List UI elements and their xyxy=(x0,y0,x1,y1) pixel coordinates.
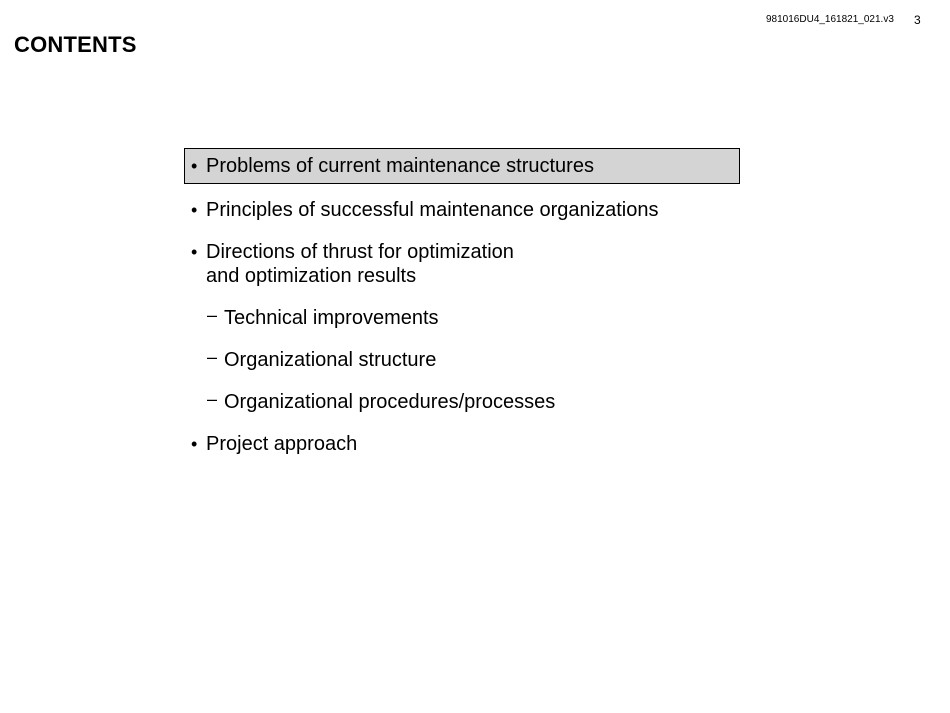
contents-item-label-line-2: and optimization results xyxy=(206,265,417,287)
contents-item-label: Principles of successful maintenance organizations xyxy=(206,199,659,221)
contents-item-principles xyxy=(184,198,740,222)
contents-item-label: Problems of current maintenance structures xyxy=(206,155,594,177)
contents-item-label: Project approach xyxy=(206,433,358,455)
contents-subitem-procedures xyxy=(184,390,740,414)
contents-item-directions xyxy=(184,240,740,288)
contents-subitem-label: Organizational structure xyxy=(224,349,437,371)
contents-item-project-approach xyxy=(184,432,740,456)
dash-icon: – xyxy=(207,347,218,367)
bullet-icon: • xyxy=(191,434,198,454)
page-number: 3 xyxy=(914,13,921,27)
dash-icon: – xyxy=(207,305,218,325)
contents-subitem-structure xyxy=(184,348,740,372)
contents-item-label-line-1: Directions of thrust for optimization xyxy=(206,241,514,263)
page-title: CONTENTS xyxy=(14,32,137,57)
bullet-icon: • xyxy=(191,242,198,262)
bullet-icon: • xyxy=(191,200,198,220)
dash-icon: – xyxy=(207,389,218,409)
bullet-icon: • xyxy=(191,156,198,176)
contents-list xyxy=(184,148,740,474)
document-id: 981016DU4_161821_021.v3 xyxy=(766,14,894,25)
contents-subitem-technical xyxy=(184,306,740,330)
contents-item-problems xyxy=(184,148,740,184)
contents-subitem-label: Technical improvements xyxy=(224,307,439,329)
contents-subitem-label: Organizational procedures/processes xyxy=(224,391,556,413)
